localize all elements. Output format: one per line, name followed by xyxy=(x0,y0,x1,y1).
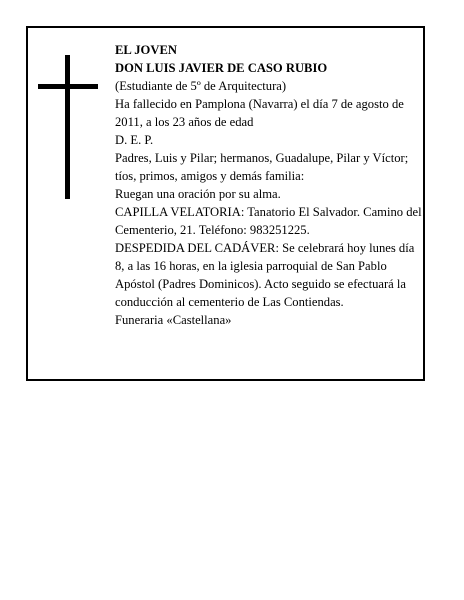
cross-icon xyxy=(38,55,98,199)
cross-horizontal-bar xyxy=(38,84,98,89)
dep-line: D. E. P. xyxy=(115,133,154,147)
family-list: Padres, Luis y Pilar; hermanos, Guadalupe, Pilar y Víctor; tíos, primos, amigos y demás familia: xyxy=(115,151,409,183)
deceased-name: DON LUIS JAVIER DE CASO RUBIO xyxy=(115,61,328,75)
cross-vertical-bar xyxy=(65,55,70,199)
notice-text xyxy=(115,41,425,329)
death-info: Ha fallecido en Pamplona (Navarra) el día 7 de agosto de 2011, a los 23 años de edad xyxy=(115,97,404,129)
prayer-request: Ruegan una oración por su alma. xyxy=(115,187,281,201)
chapel-info: CAPILLA VELATORIA: Tanatorio El Salvador. Camino del Cementerio, 21. Teléfono: 983251225. xyxy=(115,205,422,237)
funeral-home: Funeraria «Castellana» xyxy=(115,313,232,327)
heading-line-1: EL JOVEN xyxy=(115,43,177,57)
deceased-occupation: (Estudiante de 5º de Arquitectura) xyxy=(115,79,287,93)
obituary-notice xyxy=(26,26,425,381)
farewell-info: DESPEDIDA DEL CADÁVER: Se celebrará hoy lunes día 8, a las 16 horas, en la iglesia parroquial de San Pablo Apóstol (Padres Dominicos). Acto seguido se efectuará la conducción al cementerio de Las Contiendas. xyxy=(115,241,415,309)
